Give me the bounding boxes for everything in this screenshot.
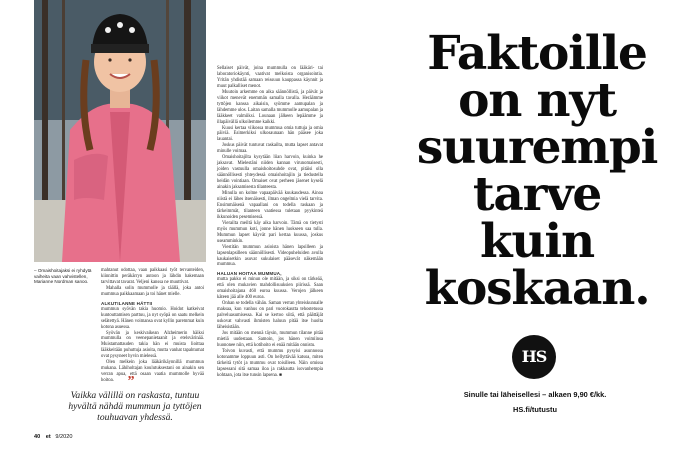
body-paragraph: mutta pakko ei minun ole mitään, ja siksi on tärkeää, että olen mukavien mahdollisuuksien piirissä. Saan omaishoitajana 460 euroa kuussa. Verojen jälkeen käteen jää alle 400 euroa. bbox=[217, 277, 323, 301]
body-paragraph: Kuusi kertaa viikossa mummua omia tuttuja ja omia päiviä. Esimerkiksi ulkosaunaan hän pääsee joka lauantai. bbox=[217, 125, 323, 143]
body-paragraph: Toivon kuvasti, että mummu pysyisi asunnossa kotonamme loppuun asti. On hellyttävää katsoa, miten tärkeitä tytöt ja mummu ovat toisilleen. Näin omissa lapsessani sitä samaa iloa ja rakkautta isovanhempia kohtaan, jota itse tunsin lapsena. ■ bbox=[217, 348, 323, 378]
body-paragraph: mummun syövän takia huomio. Hoidot katkeivat kuntouttamisen parttuu, ja nyt syöpä on saatu melkein selätettyä. Hänen voimansa ovat kyllin paremmat kuin kotona asuessa. bbox=[101, 306, 204, 330]
woman-figure bbox=[34, 0, 206, 262]
portrait-photo bbox=[34, 0, 206, 262]
body-paragraph: Minulla on kolme vapaapäivää kuukaudessa. Ainoa niistä ei lähes itsenäisesti, ilman ongelmia vielä tarvita. Ensimmäisenä vapaallani on todella raskaan ja tärkeimmät, tilanteen vaatiessa tuletaan pyykinteä ikkunoiden pesemisessä. bbox=[217, 191, 323, 220]
ad-headline bbox=[412, 26, 662, 316]
ad-headline-line: suurempi bbox=[416, 120, 658, 175]
body-paragraph: Muutoin arkemme on aika säännöllistä, ja päivät ja viikot menevät enemmän samalla tavalla. Heräämme tyttöjen kanssa aikaisin, syömme aamupalan ja lähdemme ulos. Laitan samalla mummolle aamupalan ja lääkkeet valmiiksi. Lounaan jälkeen lepäämme ja illapäivällä ulkoilemme kaikki. bbox=[217, 89, 323, 125]
photo-caption: – Omaishoitajaksi ei ryhdytä vaiheita vaan vahvistellen, Marianne Nordman sanoo. bbox=[34, 268, 92, 285]
body-paragraph: Joskus päivät tuntuvat raskailta, mutta lapset antavat minulle voimaa. bbox=[217, 143, 323, 155]
article-column-1 bbox=[101, 268, 204, 384]
article-column-2 bbox=[217, 66, 323, 379]
body-paragraph: Syövän ja keskivaikean Alzheimerin häiksi mummulla on veenepanietaanit ja etelsvärinää. Muistamattauden takia hän ei muista lioittaa lääkkeitään puhuttuja asioita, mutta vanhat tapahtumat ovat pysyneet hyvin mielessä. bbox=[101, 330, 204, 360]
body-paragraph: Omaishoitajilta kysytään liian harvoin, kuinka he jaksavat. Mielestäni niiden kannan virunomaisesti, joiden vastuulla omaishoitosuhde ovat, pitäisi olla säännöllisesti yhteydessä omaishoitajiin ja tiedustella heidän vointiaan. Omaiset ovat perheen jäsenet kyselä ainakin jaksamisesta tilanteesta. bbox=[217, 155, 323, 191]
body-paragraph: Vierailta meiltä käy aika harvoin. Tämä on tietysti myös mummun koti, jonne hänen luokseen saa tulla. Mummun lapset käyvät pari kertaa kuussa, joskus useamminkin. bbox=[217, 220, 323, 244]
quote-icon: ” bbox=[127, 374, 135, 389]
ad-headline-line: on nyt bbox=[458, 73, 616, 128]
ad-headline-line: tarve bbox=[472, 167, 602, 222]
body-paragraph: Sellaiset päivät, joina mummulla on lääkäri- tai laboratoriokäynti, vaativat melkoista organisointia. Yritän yhdistää samaan reissuun kauppassa käynnit ja muut palkalliset menot. bbox=[217, 66, 323, 89]
body-paragraph: Viestitän mummun asioista hänen lapsilleen ja lapsenlapsilleen säännöllisesti. Videopuheluiden avulla kaukaisetkin asuvat sukulaiset pääsevät näkemään mummua. bbox=[217, 244, 323, 268]
body-paragraph: Olen melkein joka lääkärikäynnillä mummun mukana. Lähiholtajan koulutuksestani on ainakin sen verran apua, että osaan vaatia mummolle hyvää hoitoa. bbox=[101, 360, 204, 384]
body-paragraph: Jos mitään on mennä täysin, mummun tilanne pitää mietiä uudestaan. Samoin, jos hänen voimiinsa huononee niin, että kotihoito ei enää mitään onnistu. bbox=[217, 330, 323, 348]
ad-headline-line: koskaan. bbox=[424, 261, 650, 316]
body-paragraph: Onhan se todella vähän. Saman verran yhteiskunnalle maksaa, kun vanhus on pari vuorokautta tehostetussa palveluasumisessa. Kai se kertoo siitä, että päättäjät uskovat vahvasti ihmisten haluun pitää itse huolta läheisistään. bbox=[217, 301, 323, 330]
page-number: 40 bbox=[34, 434, 41, 440]
ad-url[interactable]: HS.fi/tutustu bbox=[513, 405, 557, 414]
ad-offer: Sinulle tai läheisellesi – alkaen 9,90 €/kk. bbox=[463, 390, 607, 399]
section-lead-in: HALUAN HOITAA MUMMUA, bbox=[217, 271, 282, 277]
issue-number: 9/2020 bbox=[55, 434, 73, 440]
section-lead-in: ALKUTILANNE HÄTTII bbox=[101, 300, 153, 306]
pull-quote: Vaikka välillä on raskasta, tuntuu hyvältä nähdä mummun ja tyttöjen touhuavan yhdessä. bbox=[68, 390, 202, 424]
magazine-brand: et bbox=[45, 434, 51, 440]
body-paragraph: Mahalla solin mummolle ja täällä, joka antoi mummua paikkaamaan ja toi hänet mielle. bbox=[101, 285, 204, 297]
ad-headline-line: Faktoille bbox=[427, 26, 647, 81]
page-folio bbox=[34, 434, 72, 440]
ad-headline-line: kuin bbox=[480, 214, 594, 269]
hs-logo: HS bbox=[512, 335, 556, 379]
body-paragraph: mahtanut odottaa, vaan paikkaasi työt tervanteiden, kiinnittin peräkärryn autoon ja lähdin hakemaan tarvittavat tavarat. Veljeni kanssa ne muuttivat. bbox=[101, 268, 204, 285]
